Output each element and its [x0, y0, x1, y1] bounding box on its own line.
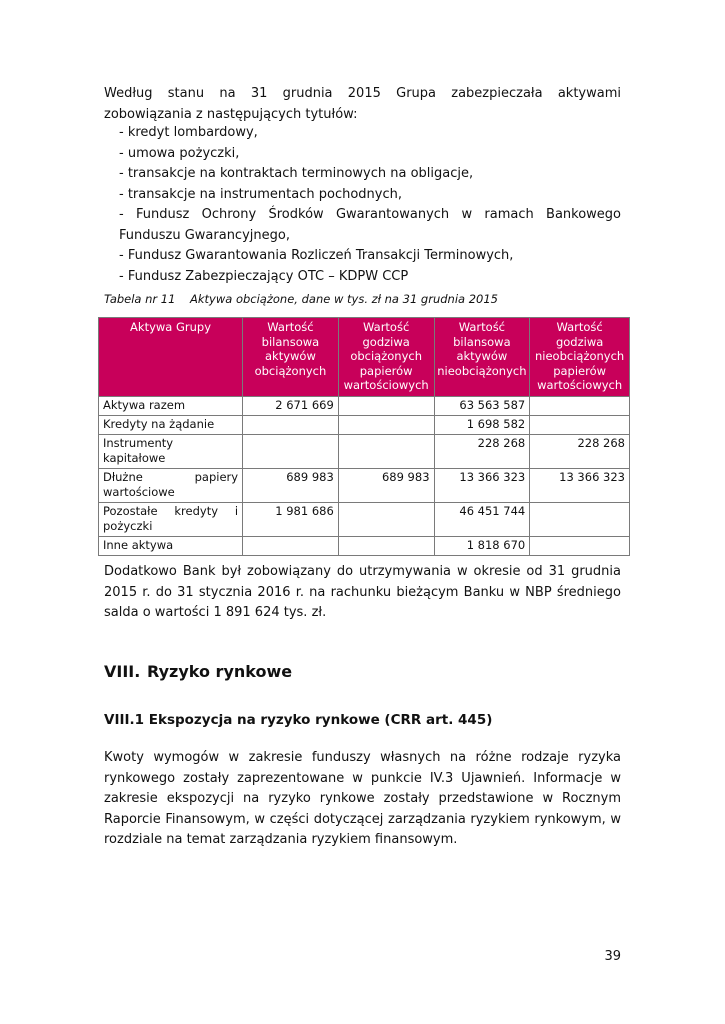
table-cell: 13 366 323: [530, 468, 630, 502]
table-header-row: [99, 318, 630, 397]
table-cell: [338, 434, 434, 468]
intro-paragraph: Według stanu na 31 grudnia 2015 Grupa zabezpieczała aktywami zobowiązania z następujących tytułów:: [104, 86, 621, 122]
row-label: Aktywa razem: [99, 396, 243, 415]
table-cell: [338, 396, 434, 415]
table-cell: [530, 502, 630, 536]
table-cell: [338, 415, 434, 434]
table-cell: 689 983: [243, 468, 339, 502]
table-cell: [243, 536, 339, 555]
table-row: [99, 415, 630, 434]
table-cell: 2 671 669: [243, 396, 339, 415]
column-header: Aktywa Grupy: [99, 318, 243, 397]
collateral-list: [119, 123, 621, 287]
subsection-heading: VIII.1 Ekspozycja na ryzyko rynkowe (CRR art. 445): [104, 712, 493, 728]
table-cell: [530, 415, 630, 434]
table-cell: [243, 415, 339, 434]
table-cell: [338, 502, 434, 536]
table-caption: [104, 292, 498, 306]
column-header: Wartość godziwa nieobciążonych papierów wartościowych: [530, 318, 630, 397]
column-header: Wartość bilansowa aktywów obciążonych: [243, 318, 339, 397]
table-row: [99, 536, 630, 555]
column-header: Wartość godziwa obciążonych papierów wartościowych: [338, 318, 434, 397]
column-header: Wartość bilansowa aktywów nieobciążonych: [434, 318, 530, 397]
table-cell: 1 981 686: [243, 502, 339, 536]
list-item: - kredyt lombardowy,: [119, 125, 258, 140]
row-label: Kredyty na żądanie: [99, 415, 243, 434]
table-number: Tabela nr 11: [104, 292, 176, 306]
row-label: Pozostałe kredyty i pożyczki: [99, 502, 243, 536]
table-caption-text: Aktywa obciążone, dane w tys. zł na 31 grudnia 2015: [190, 292, 498, 306]
list-item: - Fundusz Zabezpieczający OTC – KDPW CCP: [119, 268, 409, 284]
table-cell: [243, 434, 339, 468]
table-cell: 689 983: [338, 468, 434, 502]
page-number: 39: [604, 949, 621, 964]
list-item: - umowa pożyczki,: [119, 145, 240, 161]
table-cell: [338, 536, 434, 555]
table-row: [99, 502, 630, 536]
market-risk-paragraph: Kwoty wymogów w zakresie funduszy własnych na różne rodzaje ryzyka rynkowego zostały zaprezentowane w punkcie IV.3 Ujawnień. Informacje w zakresie ekspozycji na ryzyko rynkowe zostały przedstawione w Rocznym Raporcie Finansowym, w części dotyczącej zarządzania ryzykiem rynkowym, w rozdziale na temat zarządzania ryzykiem finansowym.: [104, 750, 621, 847]
table-row: [99, 434, 630, 468]
table-row: [99, 396, 630, 415]
section-number: VIII.: [104, 662, 141, 681]
table-row: [99, 468, 630, 502]
list-item: - Fundusz Ochrony Środków Gwarantowanych w ramach Bankowego Funduszu Gwarancyjnego,: [119, 207, 621, 243]
list-item: - transakcje na kontraktach terminowych na obligacje,: [119, 166, 474, 181]
section-heading: [104, 662, 292, 681]
row-label: Dłużne papiery wartościowe: [99, 468, 243, 502]
list-item: - Fundusz Gwarantowania Rozliczeń Transakcji Terminowych,: [119, 248, 514, 263]
table-cell: 228 268: [434, 434, 530, 468]
table-cell: [530, 396, 630, 415]
row-label: Inne aktywa: [99, 536, 243, 555]
section-title: Ryzyko rynkowe: [147, 662, 293, 681]
nbp-balance-paragraph: Dodatkowo Bank był zobowiązany do utrzymywania w okresie od 31 grudnia 2015 r. do 31 stycznia 2016 r. na rachunku bieżącym Banku w NBP średniego salda o wartości 1 891 624 tys. zł.: [104, 564, 621, 620]
table-cell: 1 818 670: [434, 536, 530, 555]
table-cell: 46 451 744: [434, 502, 530, 536]
table-cell: 13 366 323: [434, 468, 530, 502]
table-cell: 63 563 587: [434, 396, 530, 415]
list-item: - transakcje na instrumentach pochodnych,: [119, 186, 403, 202]
encumbered-assets-table: [98, 317, 630, 556]
table-cell: [530, 536, 630, 555]
table-cell: 228 268: [530, 434, 630, 468]
row-label: Instrumenty kapitałowe: [99, 434, 243, 468]
table-cell: 1 698 582: [434, 415, 530, 434]
